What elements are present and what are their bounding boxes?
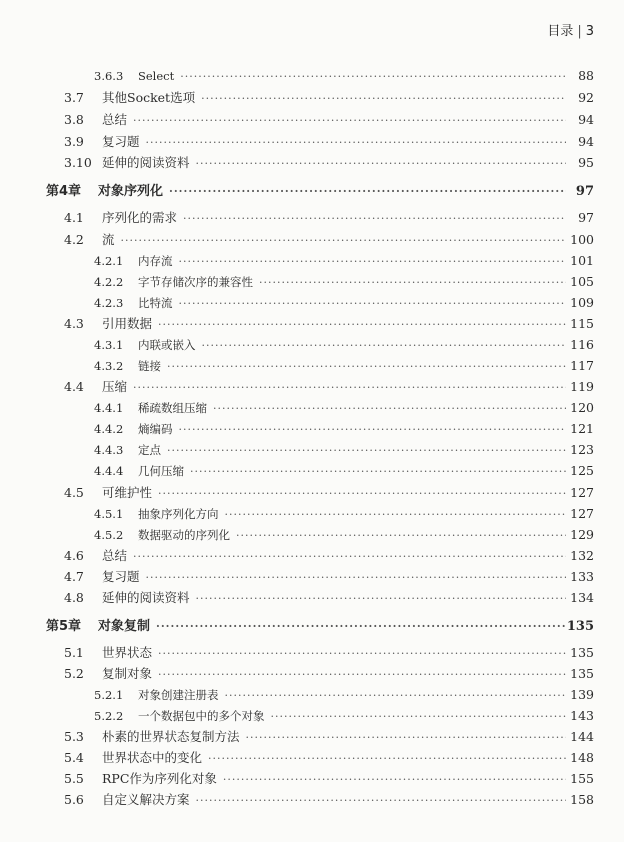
header-label: 目录 (547, 24, 574, 39)
toc-entry-page: 135 (570, 645, 594, 660)
toc-entry-page: 95 (578, 155, 594, 170)
dot-leader (190, 462, 566, 482)
toc-entry-title: 序列化的需求 (102, 210, 178, 225)
toc-entry-title: 总结 (102, 112, 128, 127)
toc-entry-page: 135 (566, 619, 594, 634)
toc-section-row[interactable] (64, 769, 594, 789)
toc-entry-page: 132 (570, 548, 594, 563)
toc-entry-number: 3.10 (64, 155, 92, 170)
toc-section-row[interactable] (64, 643, 594, 663)
toc-entry-page: 94 (578, 112, 594, 127)
dot-leader (271, 707, 567, 727)
toc-entry-number: 4.7 (64, 569, 84, 584)
dot-leader (158, 315, 566, 335)
toc-entry-page: 127 (570, 485, 594, 500)
toc-section-row[interactable] (64, 132, 594, 152)
toc-entry-page: 144 (570, 729, 594, 744)
toc-entry-title: 几何压缩 (138, 464, 184, 478)
toc-entry-number: 4.4.4 (94, 464, 124, 478)
toc-entry-number: 4.3.1 (94, 338, 124, 352)
header-separator: | (577, 24, 582, 39)
toc-entry-number: 4.4.2 (94, 422, 124, 436)
toc-entry-title: 复习题 (102, 134, 140, 149)
dot-leader (133, 378, 566, 398)
toc-subsection-row[interactable] (94, 356, 594, 376)
toc-subsection-row[interactable] (94, 251, 594, 271)
toc-entry-page: 125 (570, 463, 594, 478)
toc-entry-number: 4.5.2 (94, 528, 124, 542)
toc-entry-page: 123 (570, 442, 594, 457)
toc-section-row[interactable] (64, 483, 594, 503)
dot-leader (208, 749, 566, 769)
toc-section-row[interactable] (64, 377, 594, 397)
toc-entry-number: 4.5 (64, 485, 84, 500)
toc-section-row[interactable] (64, 664, 594, 684)
toc-entry-title: 自定义解决方案 (102, 792, 190, 807)
dot-leader (201, 89, 566, 109)
toc-entry-number: 4.5.1 (94, 507, 124, 521)
toc-section-row[interactable] (64, 546, 594, 566)
toc-entry-page: 88 (578, 68, 594, 83)
toc-entry-page: 115 (570, 316, 594, 331)
dot-leader (167, 357, 566, 377)
dot-leader (167, 441, 566, 461)
toc-entry-number: 第4章 (46, 184, 82, 199)
toc-subsection-row[interactable] (94, 525, 594, 545)
dot-leader (236, 526, 566, 546)
toc-entry-number: 3.9 (64, 134, 84, 149)
dot-leader (169, 182, 566, 202)
toc-section-row[interactable] (64, 790, 594, 810)
toc-entry-number: 4.1 (64, 210, 84, 225)
dot-leader (146, 568, 566, 588)
toc-entry-page: 158 (570, 792, 594, 807)
toc-entry-title: 世界状态 (102, 645, 153, 660)
toc-section-row[interactable] (64, 230, 594, 250)
toc-entry-title: 世界状态中的变化 (102, 750, 203, 765)
toc-subsection-row[interactable] (94, 272, 594, 292)
toc-section-row[interactable] (64, 110, 594, 130)
dot-leader (146, 133, 566, 153)
toc-entry-title: 比特流 (138, 296, 173, 310)
toc-entry-page: 94 (578, 134, 594, 149)
toc-entry-title: 延伸的阅读资料 (102, 155, 190, 170)
toc-entry-number: 4.2.3 (94, 296, 124, 310)
toc-subsection-row[interactable] (94, 293, 594, 313)
toc-entry-page: 117 (570, 358, 594, 373)
toc-entry-title: 对象序列化 (98, 184, 164, 199)
toc-entry-number: 3.8 (64, 112, 84, 127)
toc-entry-title: 复制对象 (102, 666, 153, 681)
toc-subsection-row[interactable] (94, 504, 594, 524)
toc-entry-number: 4.2.1 (94, 254, 124, 268)
toc-entry-number: 3.7 (64, 90, 84, 105)
dot-leader (133, 111, 566, 131)
toc-entry-number: 5.1 (64, 645, 84, 660)
dot-leader (158, 484, 566, 504)
page-header (547, 20, 594, 39)
toc-entry-page: 101 (570, 253, 594, 268)
toc-entry-title: 朴素的世界状态复制方法 (102, 729, 240, 744)
toc-entry-title: 复习题 (102, 569, 140, 584)
toc-entry-number: 5.2 (64, 666, 84, 681)
toc-entry-title: 熵编码 (138, 422, 173, 436)
toc-entry-title: 其他Socket选项 (102, 90, 196, 105)
toc-chapter-row[interactable] (46, 182, 594, 202)
toc-entry-page: 139 (570, 687, 594, 702)
toc-entry-title: RPC作为序列化对象 (102, 771, 217, 786)
dot-leader (133, 547, 566, 567)
toc-entry-page: 155 (570, 771, 594, 786)
toc-subsection-row[interactable] (94, 398, 594, 418)
toc-entry-title: 数据驱动的序列化 (138, 528, 230, 542)
toc-entry-page: 100 (570, 232, 594, 247)
dot-leader (121, 231, 566, 251)
toc-subsection-row[interactable] (94, 440, 594, 460)
dot-leader (179, 420, 567, 440)
toc-entry-page: 105 (570, 274, 594, 289)
toc-subsection-row[interactable] (94, 66, 594, 86)
toc-entry-page: 121 (570, 421, 594, 436)
dot-leader (202, 336, 567, 356)
toc-entry-number: 3.6.3 (94, 69, 124, 83)
toc-entry-title: 一个数据包中的多个对象 (138, 709, 265, 723)
toc-entry-title: 流 (102, 232, 115, 247)
toc-entry-title: 延伸的阅读资料 (102, 590, 190, 605)
dot-leader (179, 252, 567, 272)
dot-leader (223, 770, 566, 790)
toc-entry-number: 5.5 (64, 771, 84, 786)
dot-leader (225, 686, 567, 706)
dot-leader (196, 154, 566, 174)
dot-leader (180, 67, 566, 87)
toc-entry-title: 可维护性 (102, 485, 153, 500)
toc-entry-title: 总结 (102, 548, 128, 563)
toc-section-row[interactable] (64, 88, 594, 108)
toc-entry-page: 127 (570, 506, 594, 521)
toc-entry-number: 5.2.2 (94, 709, 124, 723)
toc-entry-title: 内联或嵌入 (138, 338, 196, 352)
toc-entry-title: 定点 (138, 443, 161, 457)
dot-leader (196, 791, 566, 811)
toc-entry-number: 4.4 (64, 379, 84, 394)
toc-section-row[interactable] (64, 588, 594, 608)
toc-chapter-row[interactable] (46, 617, 594, 637)
toc-subsection-row[interactable] (94, 685, 594, 705)
toc-entry-title: 抽象序列化方向 (138, 507, 219, 521)
toc-entry-page: 143 (570, 708, 594, 723)
toc-section-row[interactable] (64, 748, 594, 768)
toc-entry-number: 4.8 (64, 590, 84, 605)
toc-section-row[interactable] (64, 314, 594, 334)
dot-leader (179, 294, 567, 314)
header-page-number: 3 (585, 24, 594, 39)
toc-entry-page: 148 (570, 750, 594, 765)
toc-entry-title: 稀疏数组压缩 (138, 401, 207, 415)
toc-entry-title: 压缩 (102, 379, 128, 394)
toc-entry-number: 5.4 (64, 750, 84, 765)
toc-entry-page: 116 (570, 337, 594, 352)
toc-entry-title: 对象创建注册表 (138, 688, 219, 702)
toc-entry-number: 4.3.2 (94, 359, 124, 373)
dot-leader (196, 589, 566, 609)
toc-section-row[interactable] (64, 727, 594, 747)
toc-subsection-row[interactable] (94, 706, 594, 726)
toc-entry-title: Select (138, 69, 175, 83)
dot-leader (259, 273, 566, 293)
toc-entry-page: 92 (578, 90, 594, 105)
toc-entry-page: 129 (570, 527, 594, 542)
toc-entry-number: 5.3 (64, 729, 84, 744)
toc-entry-number: 4.3 (64, 316, 84, 331)
toc-entry-number: 4.2 (64, 232, 84, 247)
toc-section-row[interactable] (64, 208, 594, 228)
dot-leader (246, 728, 566, 748)
toc-section-row[interactable] (64, 153, 594, 173)
toc-entry-page: 97 (575, 184, 594, 199)
toc-entry-title: 内存流 (138, 254, 173, 268)
toc-entry-page: 119 (570, 379, 594, 394)
toc-entry-page: 133 (570, 569, 594, 584)
toc-subsection-row[interactable] (94, 461, 594, 481)
toc-entry-number: 4.2.2 (94, 275, 124, 289)
toc-entry-page: 135 (570, 666, 594, 681)
toc-entry-title: 字节存储次序的兼容性 (138, 275, 253, 289)
toc-section-row[interactable] (64, 567, 594, 587)
toc-entry-number: 5.6 (64, 792, 84, 807)
dot-leader (156, 617, 565, 637)
dot-leader (225, 505, 567, 525)
toc-entry-number: 4.4.3 (94, 443, 124, 457)
toc-entry-number: 4.4.1 (94, 401, 124, 415)
toc-entry-page: 109 (570, 295, 594, 310)
toc-entry-number: 第5章 (46, 619, 82, 634)
toc-entry-title: 引用数据 (102, 316, 153, 331)
toc-subsection-row[interactable] (94, 419, 594, 439)
dot-leader (158, 665, 566, 685)
toc-subsection-row[interactable] (94, 335, 594, 355)
toc-entry-page: 134 (570, 590, 594, 605)
toc-entry-title: 链接 (138, 359, 161, 373)
dot-leader (158, 644, 566, 664)
dot-leader (183, 209, 566, 229)
toc-entry-number: 4.6 (64, 548, 84, 563)
toc-entry-page: 97 (578, 210, 594, 225)
toc-entry-page: 120 (570, 400, 594, 415)
dot-leader (213, 399, 566, 419)
toc-entry-number: 5.2.1 (94, 688, 124, 702)
toc-entry-title: 对象复制 (98, 619, 151, 634)
